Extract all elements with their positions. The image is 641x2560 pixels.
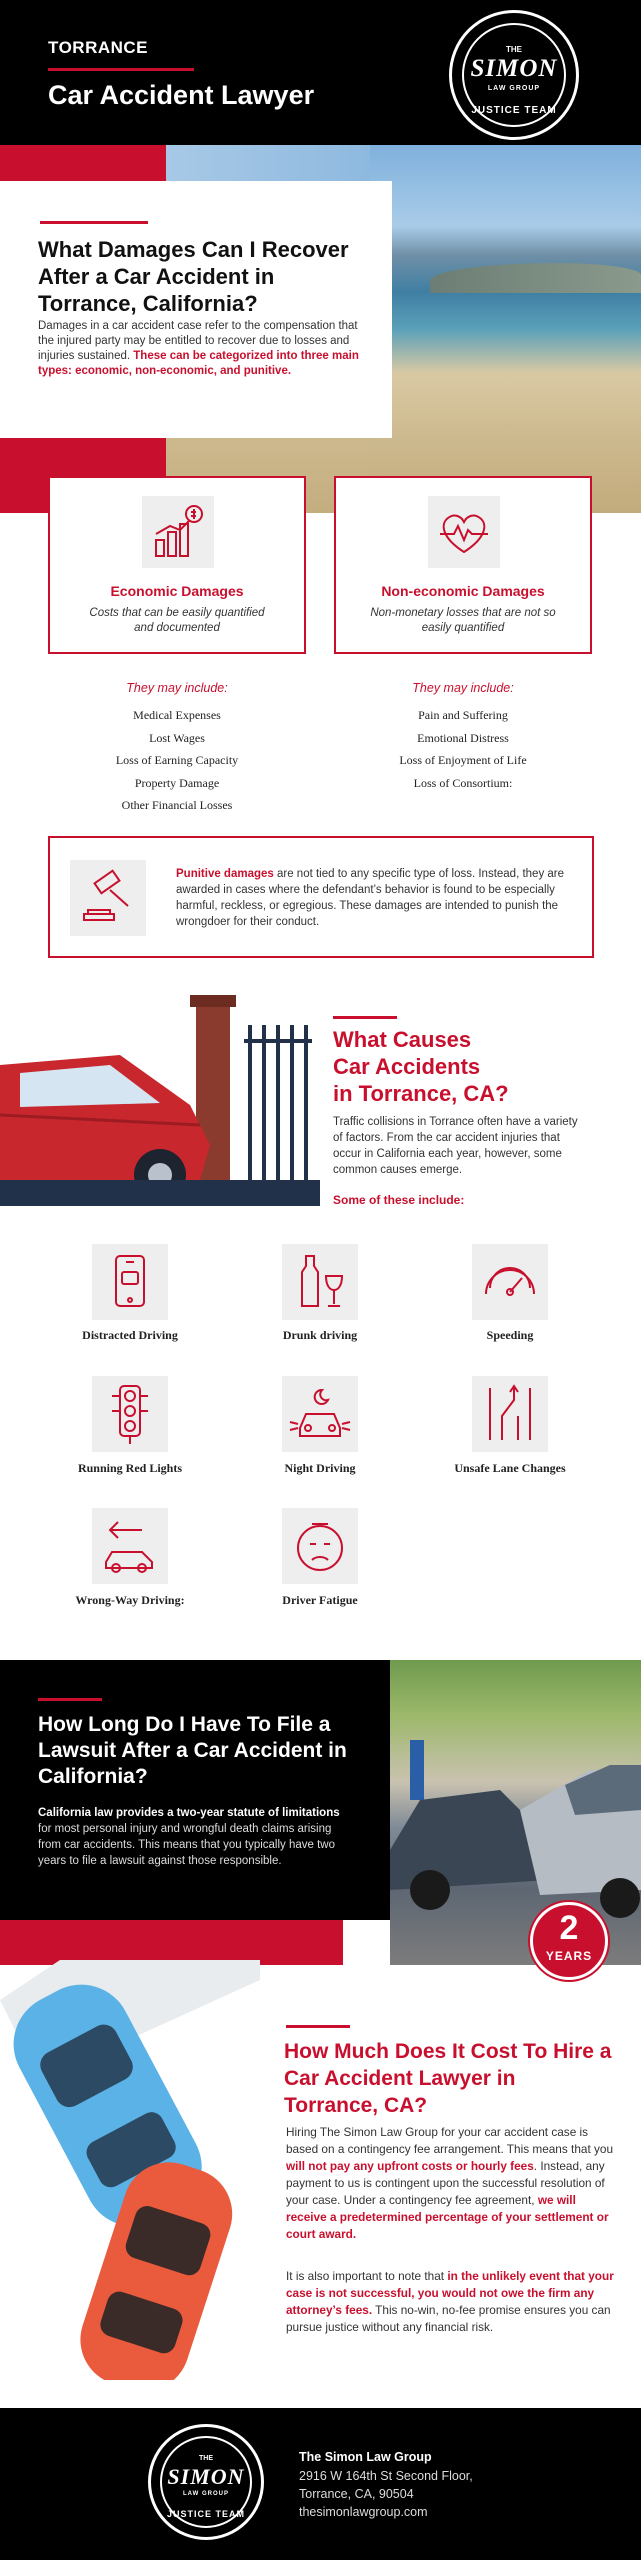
cause-label: Wrong-Way Driving:: [75, 1593, 185, 1607]
cost-paragraph-1: Hiring The Simon Law Group for your car accident case is based on a contingency fee arrangement. This means that you will not pay any upfront costs or hourly fees. Instead, any payment to us is contingent upon the successful resolution of your case. Under a contingency fee agreement, we will receive a predetermined percentage of your settlement or court award.: [286, 2125, 614, 2241]
list-item: Other Financial Losses: [121, 798, 233, 812]
cause-label: Unsafe Lane Changes: [454, 1461, 566, 1475]
noneconomic-subtitle: Non-monetary losses that are not so easily quantified: [370, 607, 556, 634]
noneconomic-list: [334, 704, 592, 794]
list-item: Lost Wages: [149, 730, 205, 745]
night-car-icon: [282, 1376, 358, 1452]
website-link[interactable]: thesimonlawgroup.com: [299, 2505, 428, 2519]
noneconomic-title: Non-economic Damages: [381, 583, 545, 599]
page-footer: [0, 2408, 641, 2560]
statute-heading: How Long Do I Have To File a Lawsuit After a Car Accident in California?: [38, 1713, 347, 1788]
speedometer-icon: [472, 1244, 548, 1320]
crashed-cars-illustration: [0, 1960, 260, 2380]
punitive-text: Punitive damages are not tied to any specific type of loss. Instead, they are awarded in cases where the defendant’s behavior is found to be especially harmful, reckless, or egregious. These damages are intended to punish the wrongdoer for their conduct.: [176, 868, 565, 928]
cause-label: Drunk driving: [282, 1328, 358, 1342]
gavel-icon: [70, 860, 146, 936]
economic-include-label: They may include:: [126, 681, 228, 695]
red-accent-band: [0, 1920, 343, 1965]
tired-face-icon: [282, 1508, 358, 1584]
noneconomic-include-label: They may include:: [412, 681, 514, 695]
beach-photo: [370, 145, 641, 513]
cause-label: Speeding: [486, 1328, 534, 1342]
causes-divider: [333, 1016, 397, 1019]
lane-change-icon: [472, 1376, 548, 1452]
damages-intro: Damages in a car accident case refer to the compensation that the injured party may be entitled to recover due to losses and injuries sustained. These can be categorized into three main types: economic, non-economic, and punitive.: [38, 320, 359, 377]
two-years-badge: 2 YEARS: [530, 1902, 608, 1980]
list-item: Emotional Distress: [417, 730, 509, 745]
noneconomic-damages-card: [334, 476, 592, 654]
damages-intro-bold: These can be categorized into three main types: economic, non-economic, and punitive.: [38, 350, 359, 377]
causes-lead: Some of these include:: [333, 1193, 465, 1207]
damages-heading: What Damages Can I Recover After a Car Accident in Torrance, California?: [38, 237, 349, 316]
economic-title: Economic Damages: [110, 583, 244, 599]
firm-name: The Simon Law Group: [299, 2450, 432, 2464]
damages-intro-card: [0, 181, 392, 438]
address-line-1: 2916 W 164th St Second Floor,: [299, 2469, 473, 2483]
page-header: [0, 0, 641, 145]
cost-heading: How Much Does It Cost To Hire a Car Accident Lawyer in Torrance, CA?: [284, 2040, 612, 2117]
footer-logo[interactable]: THE SIMON LAW GROUP JUSTICE TEAM: [148, 2424, 264, 2540]
punitive-damages-box: [48, 836, 594, 958]
address-line-2: Torrance, CA, 90504: [299, 2487, 414, 2501]
sky-strip: [166, 145, 370, 181]
page-title: Car Accident Lawyer: [48, 80, 315, 110]
cause-label: Distracted Driving: [82, 1328, 178, 1342]
causes-intro: Traffic collisions in Torrance often have a variety of factors. From the car accident injuries that occur in California each year, however, some common causes emerge.: [333, 1116, 578, 1176]
header-kicker: TORRANCE: [48, 38, 149, 57]
economic-subtitle: Costs that can be easily quantified and documented: [89, 607, 265, 634]
brand-logo[interactable]: THE SIMON LAW GROUP JUSTICE TEAM: [449, 10, 579, 140]
economic-list: [48, 704, 306, 817]
list-item: Loss of Earning Capacity: [115, 753, 239, 767]
cause-label: Night Driving: [284, 1461, 356, 1475]
cost-paragraph-2: It is also important to note that in the unlikely event that your case is not successful, you would not owe the firm any attorney’s fees. This no-win, no-fee promise ensures you can pursue justice without any financial risk.: [286, 2269, 614, 2334]
causes-heading: What Causes Car Accidents in Torrance, CA?: [333, 1027, 509, 1106]
red-accent-band: [0, 145, 166, 181]
list-item: Loss of Consortium:: [413, 775, 513, 790]
list-item: Medical Expenses: [133, 708, 221, 722]
economic-damages-card: [48, 476, 306, 654]
car-crash-illustration: [0, 995, 320, 1206]
money-chart-icon: [142, 496, 214, 568]
wrong-way-car-icon: [92, 1508, 168, 1584]
bottle-glass-icon: [282, 1244, 358, 1320]
punitive-bold: Punitive damages: [176, 868, 274, 880]
heart-pulse-icon: [428, 496, 500, 568]
list-item: Property Damage: [134, 775, 220, 790]
traffic-light-icon: [92, 1376, 168, 1452]
list-item: Loss of Enjoyment of Life: [399, 753, 527, 767]
header-divider: [48, 68, 194, 71]
cost-divider: [286, 2025, 350, 2028]
cause-label: Running Red Lights: [77, 1461, 183, 1475]
phone-icon: [92, 1244, 168, 1320]
list-item: Pain and Suffering: [418, 708, 508, 722]
statute-text: California law provides a two-year statute of limitations for most personal injury and wrongful death claims arising from car accidents. This means that you typically have two years to file a lawsuit against those responsible.: [38, 1807, 340, 1867]
cause-label: Driver Fatigue: [282, 1593, 358, 1607]
